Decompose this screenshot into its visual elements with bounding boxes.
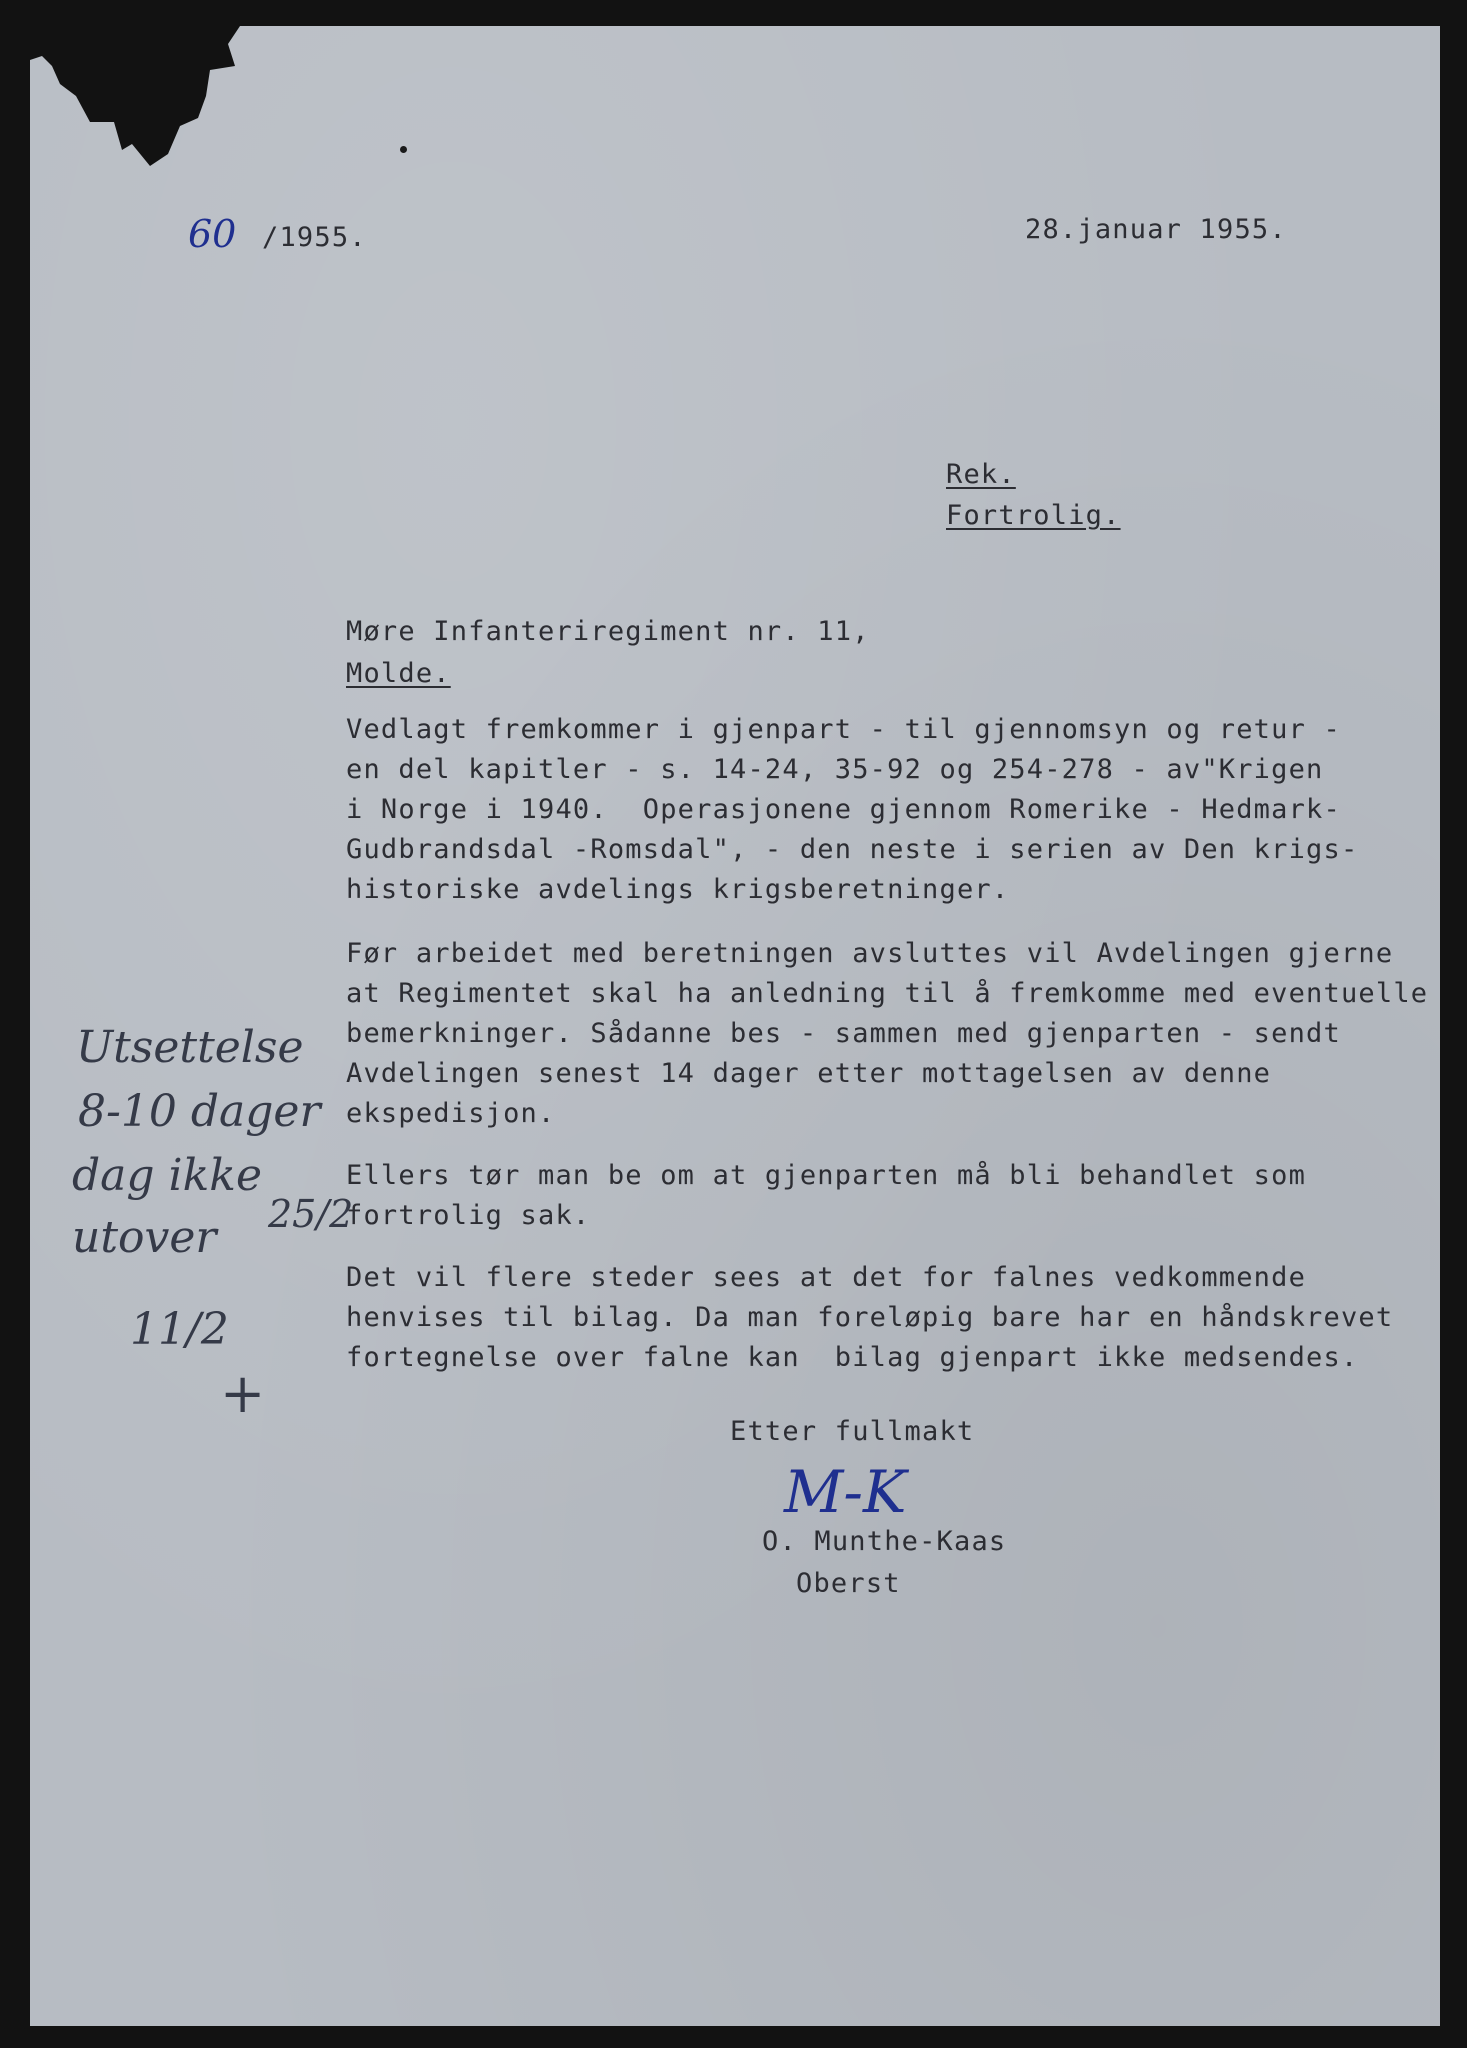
torn-corner [30, 26, 240, 166]
margin-note: dag ikke [72, 1150, 262, 1201]
reference-number: /1955. [262, 222, 367, 253]
letter-page [30, 26, 1440, 2026]
ink-dot [400, 146, 407, 153]
recipient-city: Molde. [346, 658, 451, 689]
marking-confidential: Fortrolig. [946, 500, 1121, 531]
body-line: fortegnelse over falne kan bilag gjenpart ikke medsendes. [346, 1342, 1359, 1373]
margin-note: Utsettelse [76, 1022, 304, 1073]
letter-date: 28.januar 1955. [1025, 214, 1287, 245]
body-line: ekspedisjon. [346, 1098, 556, 1129]
body-line: Ellers tør man be om at gjenparten må bli behandlet som [346, 1160, 1307, 1191]
signer-title: Oberst [796, 1568, 901, 1599]
closing-line: Etter fullmakt [730, 1416, 975, 1447]
margin-note: 25/2 [268, 1192, 354, 1236]
signer-name: O. Munthe-Kaas [762, 1526, 1007, 1557]
body-line: Gudbrandsdal -Romsdal", - den neste i serien av Den krigs- [346, 834, 1359, 865]
margin-note: 11/2 [130, 1304, 229, 1355]
margin-note: + [220, 1362, 266, 1425]
body-line: Før arbeidet med beretningen avsluttes vil Avdelingen gjerne [346, 938, 1394, 969]
body-line: bemerkninger. Sådanne bes - sammen med gjenparten - sendt [346, 1018, 1341, 1049]
reference-number-handwritten: 60 [188, 212, 237, 256]
marking-registered: Rek. [946, 459, 1016, 490]
body-line: Det vil flere steder sees at det for falnes vedkommende [346, 1262, 1307, 1293]
body-line: Avdelingen senest 14 dager etter mottagelsen av denne [346, 1058, 1272, 1089]
signature: M-K [784, 1458, 907, 1526]
margin-note: utover [72, 1212, 217, 1263]
body-line: i Norge i 1940. Operasjonene gjennom Romerike - Hedmark- [346, 794, 1341, 825]
recipient-name: Møre Infanteriregiment nr. 11, [346, 616, 870, 647]
body-line: at Regimentet skal ha anledning til å fremkomme med eventuelle [346, 978, 1429, 1009]
body-line: fortrolig sak. [346, 1200, 591, 1231]
margin-note: 8-10 dager [78, 1086, 321, 1137]
body-line: historiske avdelings krigsberetninger. [346, 874, 1010, 905]
body-line: en del kapitler - s. 14-24, 35-92 og 254-278 - av"Krigen [346, 754, 1324, 785]
body-line: henvises til bilag. Da man foreløpig bare har en håndskrevet [346, 1302, 1394, 1333]
body-line: Vedlagt fremkommer i gjenpart - til gjennomsyn og retur - [346, 714, 1341, 745]
